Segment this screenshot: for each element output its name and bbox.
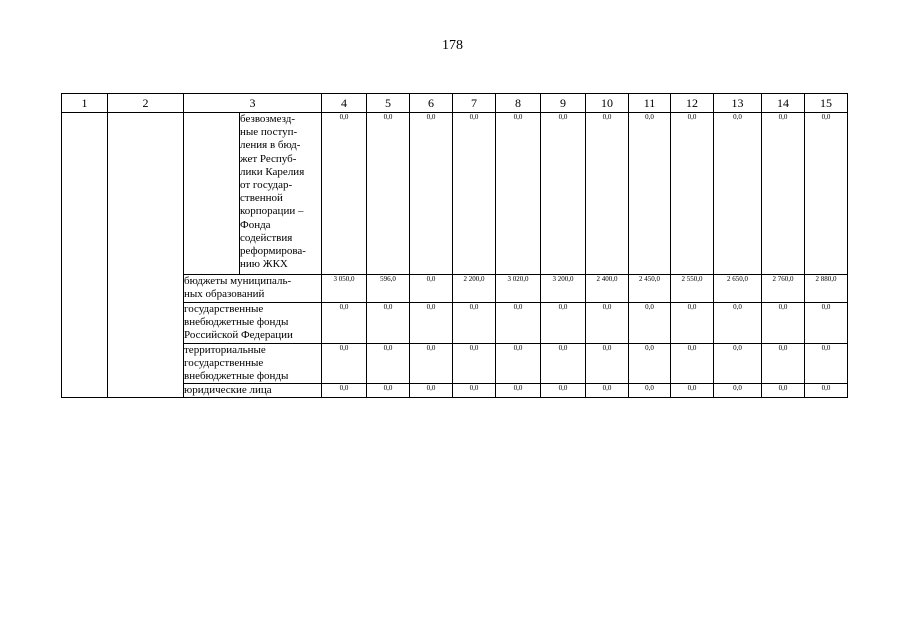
row-label: бюджеты муниципаль- ных образований bbox=[184, 275, 322, 303]
value-cell: 0,0 bbox=[322, 113, 367, 275]
value-cell: 0,0 bbox=[410, 343, 453, 384]
column-header: 3 bbox=[184, 94, 322, 113]
value-cell: 0,0 bbox=[762, 384, 805, 398]
value-cell: 0,0 bbox=[629, 343, 671, 384]
value-cell: 0,0 bbox=[410, 384, 453, 398]
value-cell: 0,0 bbox=[714, 303, 762, 344]
cell-col2 bbox=[108, 113, 184, 398]
value-cell: 0,0 bbox=[805, 303, 848, 344]
value-cell: 0,0 bbox=[805, 384, 848, 398]
column-header: 14 bbox=[762, 94, 805, 113]
value-cell: 0,0 bbox=[629, 113, 671, 275]
value-cell: 0,0 bbox=[762, 303, 805, 344]
column-header: 5 bbox=[367, 94, 410, 113]
header-row bbox=[62, 94, 848, 113]
value-cell: 0,0 bbox=[586, 303, 629, 344]
row-label: государственные внебюджетные фонды Российской Федерации bbox=[184, 303, 322, 344]
value-cell: 2 650,0 bbox=[714, 275, 762, 303]
value-cell: 0,0 bbox=[671, 303, 714, 344]
value-cell: 0,0 bbox=[367, 113, 410, 275]
value-cell: 0,0 bbox=[410, 113, 453, 275]
row-label: территориальные государственные внебюджетные фонды bbox=[184, 343, 322, 384]
column-header: 10 bbox=[586, 94, 629, 113]
value-cell: 0,0 bbox=[805, 343, 848, 384]
value-cell: 2 400,0 bbox=[586, 275, 629, 303]
value-cell: 0,0 bbox=[541, 343, 586, 384]
table-row bbox=[62, 113, 848, 275]
value-cell: 0,0 bbox=[714, 384, 762, 398]
value-cell: 0,0 bbox=[410, 275, 453, 303]
value-cell: 0,0 bbox=[586, 113, 629, 275]
column-header: 7 bbox=[453, 94, 496, 113]
column-header: 12 bbox=[671, 94, 714, 113]
cell-col1 bbox=[62, 113, 108, 398]
value-cell: 0,0 bbox=[453, 113, 496, 275]
value-cell: 0,0 bbox=[367, 384, 410, 398]
value-cell: 0,0 bbox=[453, 384, 496, 398]
value-cell: 2 200,0 bbox=[453, 275, 496, 303]
value-cell: 596,0 bbox=[367, 275, 410, 303]
column-header: 8 bbox=[496, 94, 541, 113]
value-cell: 0,0 bbox=[714, 113, 762, 275]
value-cell: 0,0 bbox=[671, 113, 714, 275]
value-cell: 0,0 bbox=[541, 303, 586, 344]
value-cell: 3 020,0 bbox=[496, 275, 541, 303]
column-header: 4 bbox=[322, 94, 367, 113]
value-cell: 0,0 bbox=[496, 343, 541, 384]
value-cell: 0,0 bbox=[586, 384, 629, 398]
value-cell: 0,0 bbox=[671, 343, 714, 384]
value-cell: 0,0 bbox=[322, 303, 367, 344]
value-cell: 0,0 bbox=[629, 384, 671, 398]
value-cell: 0,0 bbox=[453, 303, 496, 344]
page-number: 178 bbox=[442, 38, 463, 53]
value-cell: 0,0 bbox=[367, 303, 410, 344]
value-cell: 0,0 bbox=[762, 343, 805, 384]
value-cell: 0,0 bbox=[541, 384, 586, 398]
value-cell: 0,0 bbox=[496, 384, 541, 398]
value-cell: 3 200,0 bbox=[541, 275, 586, 303]
value-cell: 0,0 bbox=[496, 303, 541, 344]
value-cell: 0,0 bbox=[453, 343, 496, 384]
value-cell: 2 760,0 bbox=[762, 275, 805, 303]
value-cell: 0,0 bbox=[367, 343, 410, 384]
value-cell: 0,0 bbox=[629, 303, 671, 344]
value-cell: 0,0 bbox=[322, 343, 367, 384]
value-cell: 0,0 bbox=[671, 384, 714, 398]
row-label: юридические лица bbox=[184, 384, 322, 398]
column-header: 13 bbox=[714, 94, 762, 113]
value-cell: 2 450,0 bbox=[629, 275, 671, 303]
row-label: безвозмезд- ные поступ- ления в бюд- жет Респуб- лики Карелия от государ- ственной корпорации – Фонда содействия реформирова- нию ЖКХ bbox=[240, 113, 322, 275]
column-header: 9 bbox=[541, 94, 586, 113]
column-header: 6 bbox=[410, 94, 453, 113]
cell-indent bbox=[184, 113, 240, 275]
value-cell: 0,0 bbox=[541, 113, 586, 275]
column-header: 11 bbox=[629, 94, 671, 113]
column-header: 1 bbox=[62, 94, 108, 113]
value-cell: 0,0 bbox=[714, 343, 762, 384]
value-cell: 2 880,0 bbox=[805, 275, 848, 303]
value-cell: 0,0 bbox=[586, 343, 629, 384]
budget-table bbox=[61, 93, 848, 398]
value-cell: 0,0 bbox=[805, 113, 848, 275]
value-cell: 0,0 bbox=[410, 303, 453, 344]
value-cell: 3 050,0 bbox=[322, 275, 367, 303]
column-header: 15 bbox=[805, 94, 848, 113]
column-header: 2 bbox=[108, 94, 184, 113]
value-cell: 0,0 bbox=[762, 113, 805, 275]
value-cell: 0,0 bbox=[322, 384, 367, 398]
value-cell: 2 550,0 bbox=[671, 275, 714, 303]
value-cell: 0,0 bbox=[496, 113, 541, 275]
